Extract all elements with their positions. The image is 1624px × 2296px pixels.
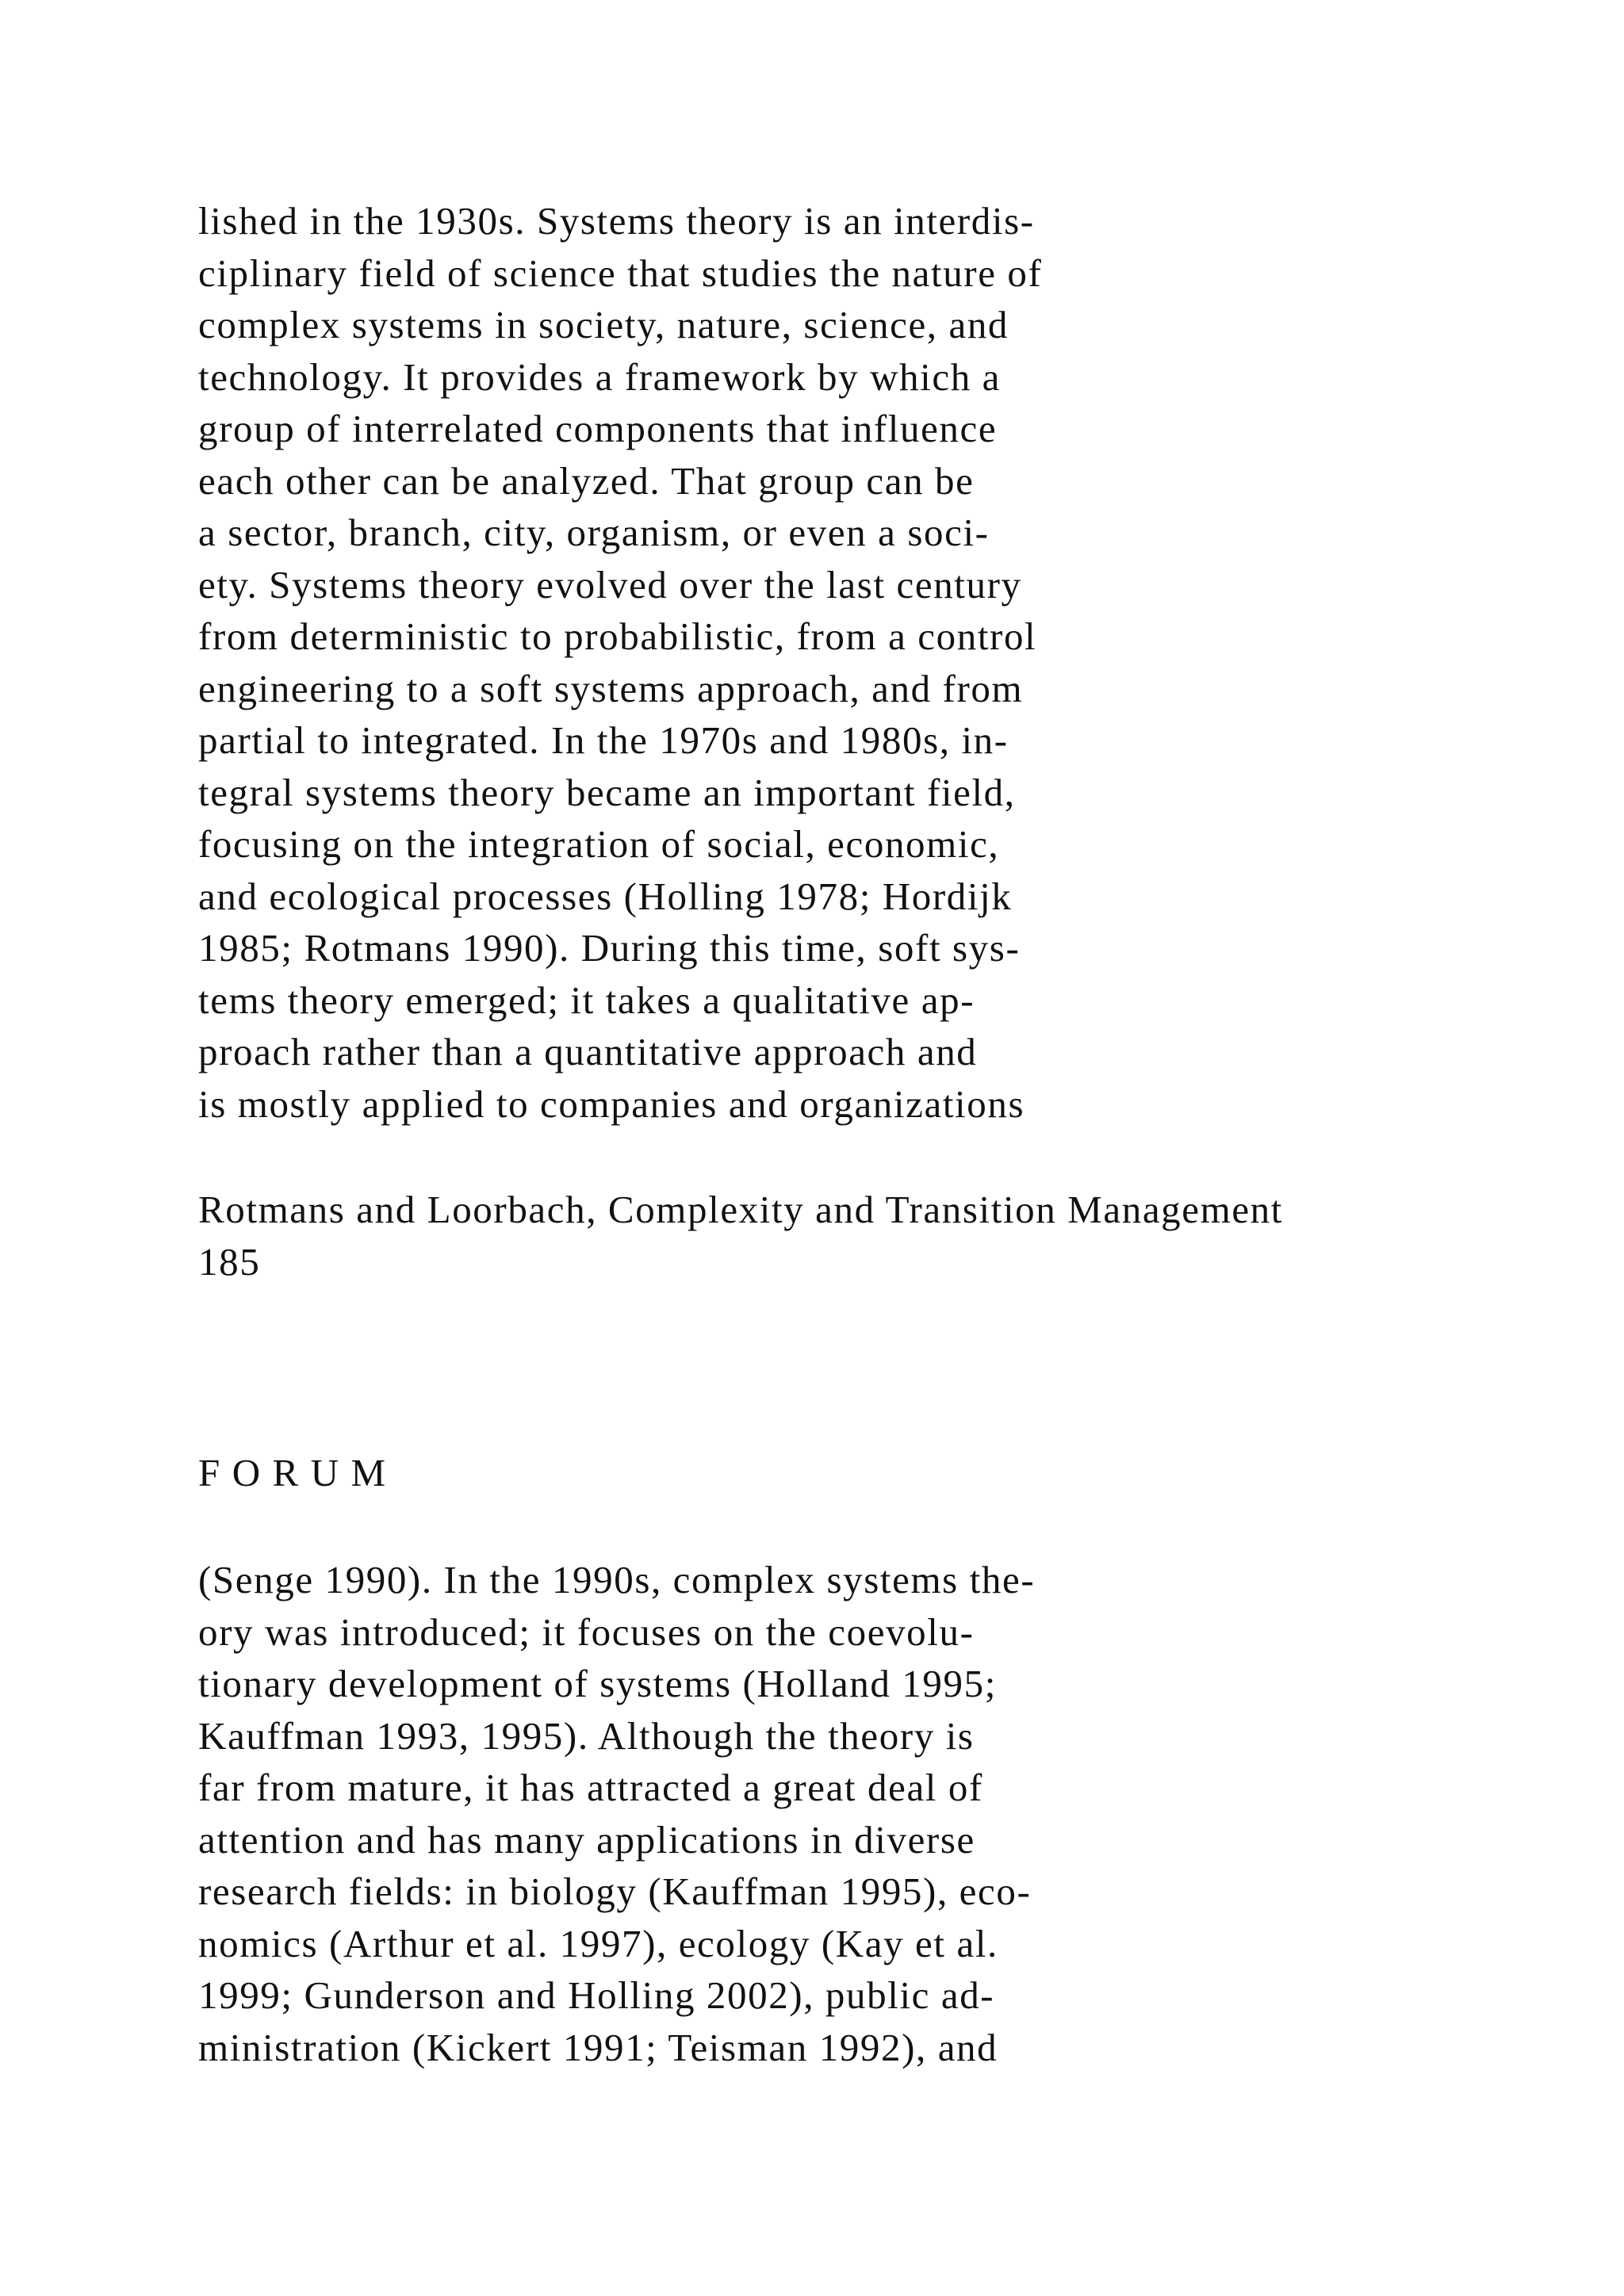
text-line: lished in the 1930s. Systems theory is an interdis-: [198, 199, 1035, 243]
text-line: from deterministic to probabilistic, from a control: [198, 614, 1037, 658]
section-label: F O R U M: [198, 1451, 387, 1494]
text-line: is mostly applied to companies and organizations: [198, 1081, 1025, 1126]
text-line: attention and has many applications in diverse: [198, 1817, 975, 1862]
text-line: partial to integrated. In the 1970s and 1980s, in-: [198, 718, 1009, 762]
text-line: nomics (Arthur et al. 1997), ecology (Kay et al.: [198, 1921, 998, 1965]
text-line: far from mature, it has attracted a great deal of: [198, 1766, 983, 1809]
text-line: ciplinary field of science that studies the nature of: [198, 251, 1043, 295]
text-line: tionary development of systems (Holland 1995;: [198, 1662, 997, 1705]
text-line: each other can be analyzed. That group can be: [198, 458, 975, 503]
text-line: tems theory emerged; it takes a qualitative ap-: [198, 978, 975, 1022]
text-line: technology. It provides a framework by which a: [198, 354, 1002, 399]
text-line: ministration (Kickert 1991; Teisman 1992), and: [198, 2025, 998, 2069]
text-line: research fields: in biology (Kauffman 1995), eco-: [198, 1869, 1032, 1913]
text-line: 1999; Gunderson and Holling 2002), public ad-: [198, 1973, 995, 2017]
text-line: ety. Systems theory evolved over the last century: [198, 562, 1022, 607]
text-line: tegral systems theory became an important field,: [198, 770, 1016, 814]
text-line: (Senge 1990). In the 1990s, complex systems the-: [198, 1558, 1036, 1601]
text-line: a sector, branch, city, organism, or even a soci-: [198, 511, 990, 554]
text-line: 1985; Rotmans 1990). During this time, soft sys-: [198, 926, 1021, 970]
text-line: and ecological processes (Holling 1978; Hordijk: [198, 874, 1013, 918]
text-line: proach rather than a quantitative approach and: [198, 1030, 978, 1073]
running-footer: [198, 1184, 1283, 1288]
page-number: 185: [198, 1239, 261, 1284]
footer-authors-title: Rotmans and Loorbach, Complexity and Transition Management: [198, 1188, 1283, 1231]
text-line: engineering to a soft systems approach, and from: [198, 666, 1024, 710]
text-line: ory was introduced; it focuses on the coevolu-: [198, 1609, 975, 1654]
section-label-block: [198, 1447, 387, 1499]
text-line: complex systems in society, nature, science, and: [198, 303, 1009, 346]
body-paragraph-1: [198, 195, 1042, 1130]
text-line: Kauffman 1993, 1995). Although the theory is: [198, 1713, 975, 1758]
text-line: group of interrelated components that influence: [198, 407, 998, 450]
text-line: focusing on the integration of social, economic,: [198, 822, 1000, 866]
body-paragraph-2: [198, 1554, 1035, 2073]
